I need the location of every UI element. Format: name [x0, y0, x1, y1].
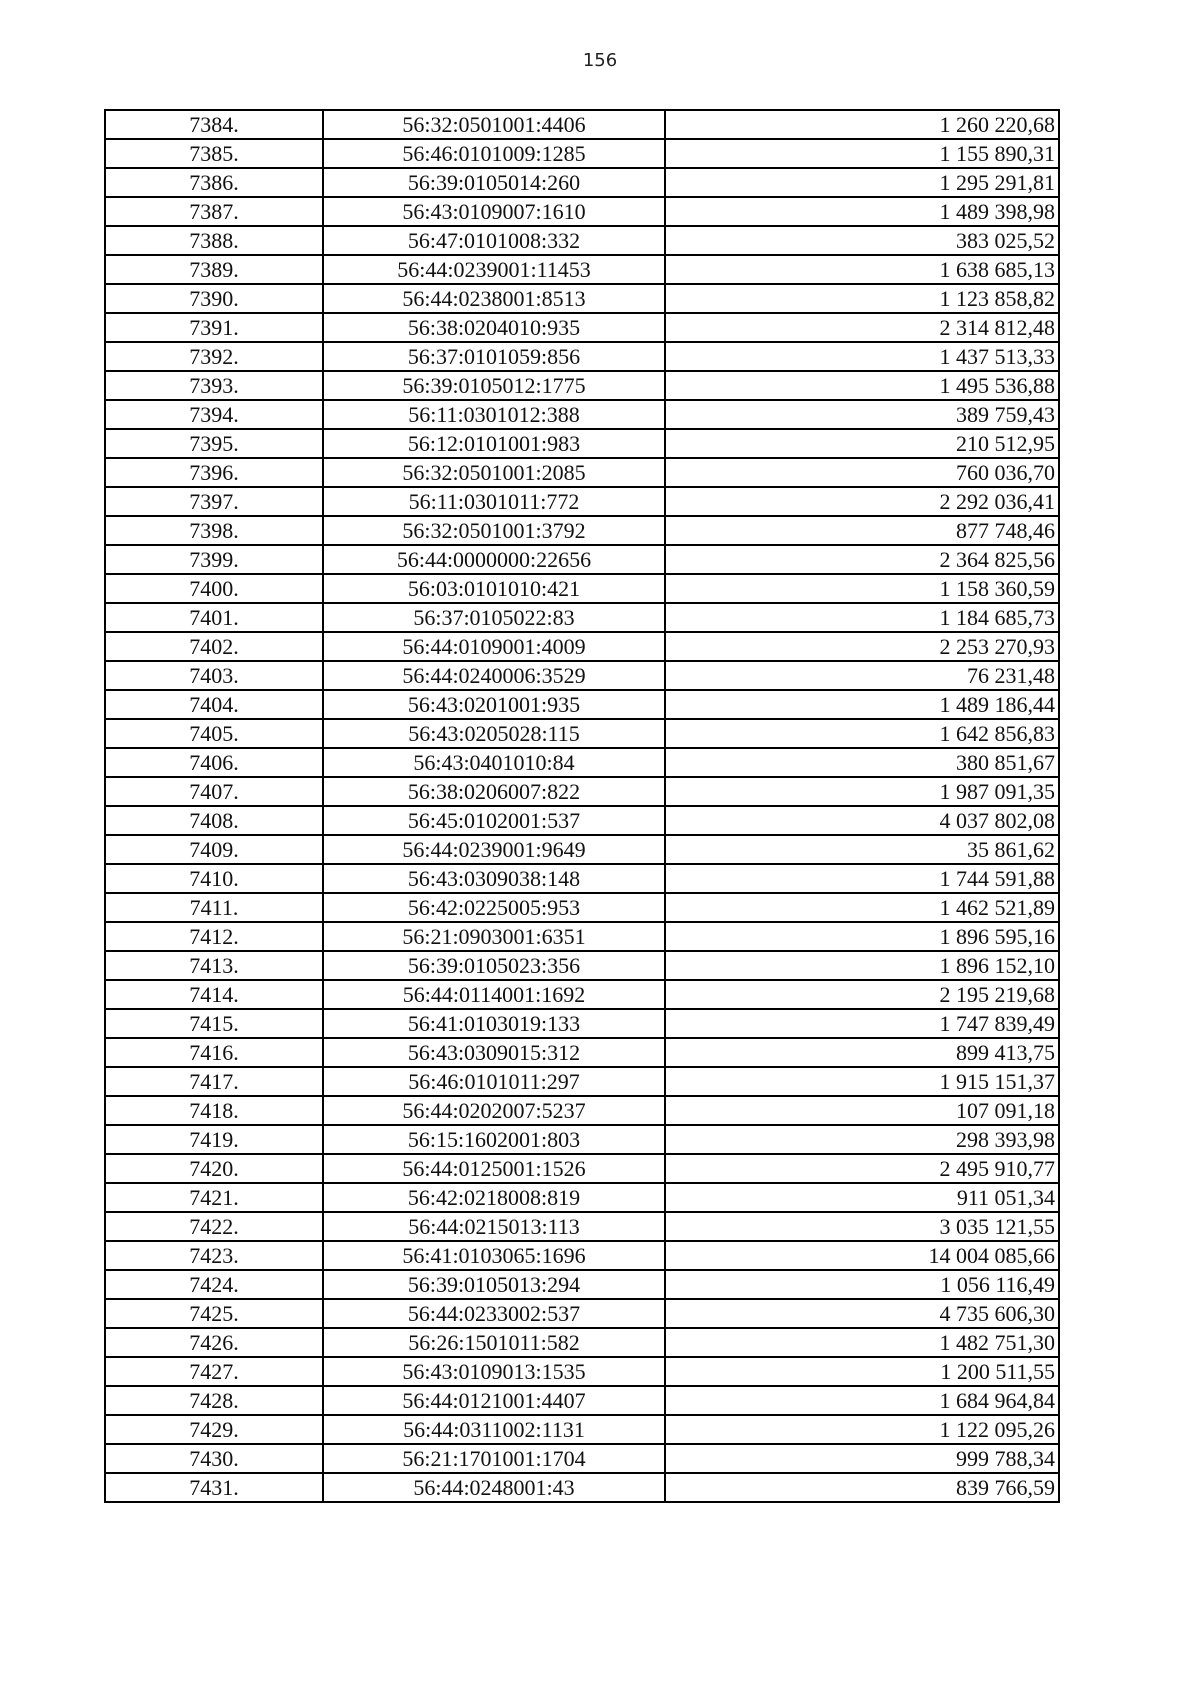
- cadastral-number-cell: 56:21:1701001:1704: [323, 1444, 665, 1473]
- cadastral-value-cell: 1 056 116,49: [665, 1270, 1059, 1299]
- cadastral-value-cell: 1 482 751,30: [665, 1328, 1059, 1357]
- cadastral-number-cell: 56:42:0225005:953: [323, 893, 665, 922]
- cadastral-number-cell: 56:44:0248001:43: [323, 1473, 665, 1502]
- cadastral-value-cell: 999 788,34: [665, 1444, 1059, 1473]
- table-row: [105, 922, 1059, 951]
- row-number-cell: 7407.: [105, 777, 323, 806]
- cadastral-value-cell: 2 195 219,68: [665, 980, 1059, 1009]
- cadastral-number-cell: 56:44:0125001:1526: [323, 1154, 665, 1183]
- cadastral-value-cell: 1 200 511,55: [665, 1357, 1059, 1386]
- cadastral-number-cell: 56:47:0101008:332: [323, 226, 665, 255]
- cadastral-value-cell: 107 091,18: [665, 1096, 1059, 1125]
- table-row: [105, 1067, 1059, 1096]
- cadastral-value-cell: 1 495 536,88: [665, 371, 1059, 400]
- cadastral-value-cell: 1 260 220,68: [665, 110, 1059, 139]
- table-row: [105, 806, 1059, 835]
- cadastral-value-cell: 760 036,70: [665, 458, 1059, 487]
- table-row: [105, 632, 1059, 661]
- table-row: [105, 574, 1059, 603]
- cadastral-number-cell: 56:44:0233002:537: [323, 1299, 665, 1328]
- row-number-cell: 7423.: [105, 1241, 323, 1270]
- cadastral-value-cell: 35 861,62: [665, 835, 1059, 864]
- cadastral-value-cell: 4 037 802,08: [665, 806, 1059, 835]
- table-row: [105, 1241, 1059, 1270]
- row-number-cell: 7392.: [105, 342, 323, 371]
- table-row: [105, 342, 1059, 371]
- table-row: [105, 1357, 1059, 1386]
- row-number-cell: 7391.: [105, 313, 323, 342]
- row-number-cell: 7385.: [105, 139, 323, 168]
- table-row: [105, 458, 1059, 487]
- cadastral-value-cell: 1 747 839,49: [665, 1009, 1059, 1038]
- row-number-cell: 7413.: [105, 951, 323, 980]
- cadastral-value-cell: 4 735 606,30: [665, 1299, 1059, 1328]
- row-number-cell: 7388.: [105, 226, 323, 255]
- row-number-cell: 7409.: [105, 835, 323, 864]
- cadastral-number-cell: 56:32:0501001:3792: [323, 516, 665, 545]
- cadastral-number-cell: 56:44:0109001:4009: [323, 632, 665, 661]
- row-number-cell: 7414.: [105, 980, 323, 1009]
- table-row: [105, 1328, 1059, 1357]
- cadastral-value-cell: 210 512,95: [665, 429, 1059, 458]
- cadastral-value-cell: 839 766,59: [665, 1473, 1059, 1502]
- cadastral-number-cell: 56:43:0309015:312: [323, 1038, 665, 1067]
- cadastral-value-cell: 1 896 595,16: [665, 922, 1059, 951]
- table-row: [105, 980, 1059, 1009]
- cadastral-number-cell: 56:44:0238001:8513: [323, 284, 665, 313]
- table-row: [105, 1154, 1059, 1183]
- cadastral-value-cell: 1 462 521,89: [665, 893, 1059, 922]
- row-number-cell: 7421.: [105, 1183, 323, 1212]
- row-number-cell: 7430.: [105, 1444, 323, 1473]
- cadastral-number-cell: 56:38:0204010:935: [323, 313, 665, 342]
- cadastral-number-cell: 56:41:0103019:133: [323, 1009, 665, 1038]
- row-number-cell: 7389.: [105, 255, 323, 284]
- cadastral-value-cell: 911 051,34: [665, 1183, 1059, 1212]
- table-row: [105, 371, 1059, 400]
- table-row: [105, 835, 1059, 864]
- row-number-cell: 7393.: [105, 371, 323, 400]
- cadastral-value-cell: 380 851,67: [665, 748, 1059, 777]
- row-number-cell: 7416.: [105, 1038, 323, 1067]
- table-row: [105, 226, 1059, 255]
- cadastral-value-cell: 1 155 890,31: [665, 139, 1059, 168]
- row-number-cell: 7426.: [105, 1328, 323, 1357]
- cadastral-value-cell: 1 987 091,35: [665, 777, 1059, 806]
- table-row: [105, 719, 1059, 748]
- row-number-cell: 7401.: [105, 603, 323, 632]
- cadastral-number-cell: 56:39:0105012:1775: [323, 371, 665, 400]
- cadastral-value-cell: 389 759,43: [665, 400, 1059, 429]
- cadastral-number-cell: 56:12:0101001:983: [323, 429, 665, 458]
- cadastral-number-cell: 56:11:0301012:388: [323, 400, 665, 429]
- row-number-cell: 7403.: [105, 661, 323, 690]
- table-row: [105, 516, 1059, 545]
- cadastral-number-cell: 56:39:0105014:260: [323, 168, 665, 197]
- row-number-cell: 7395.: [105, 429, 323, 458]
- cadastral-number-cell: 56:41:0103065:1696: [323, 1241, 665, 1270]
- cadastral-number-cell: 56:43:0205028:115: [323, 719, 665, 748]
- table-row: [105, 777, 1059, 806]
- table-row: [105, 284, 1059, 313]
- table-row: [105, 139, 1059, 168]
- cadastral-value-cell: 1 744 591,88: [665, 864, 1059, 893]
- cadastral-number-cell: 56:44:0114001:1692: [323, 980, 665, 1009]
- table-row: [105, 1183, 1059, 1212]
- row-number-cell: 7402.: [105, 632, 323, 661]
- row-number-cell: 7417.: [105, 1067, 323, 1096]
- cadastral-number-cell: 56:43:0401010:84: [323, 748, 665, 777]
- cadastral-number-cell: 56:44:0240006:3529: [323, 661, 665, 690]
- cadastral-value-cell: 1 896 152,10: [665, 951, 1059, 980]
- cadastral-value-cell: 1 642 856,83: [665, 719, 1059, 748]
- row-number-cell: 7418.: [105, 1096, 323, 1125]
- cadastral-value-cell: 1 915 151,37: [665, 1067, 1059, 1096]
- table-row: [105, 893, 1059, 922]
- cadastral-number-cell: 56:43:0109013:1535: [323, 1357, 665, 1386]
- table-row: [105, 661, 1059, 690]
- row-number-cell: 7419.: [105, 1125, 323, 1154]
- cadastral-number-cell: 56:32:0501001:4406: [323, 110, 665, 139]
- row-number-cell: 7429.: [105, 1415, 323, 1444]
- cadastral-value-cell: 298 393,98: [665, 1125, 1059, 1154]
- table-row: [105, 864, 1059, 893]
- cadastral-number-cell: 56:43:0309038:148: [323, 864, 665, 893]
- table-row: [105, 748, 1059, 777]
- row-number-cell: 7422.: [105, 1212, 323, 1241]
- cadastral-value-cell: 1 437 513,33: [665, 342, 1059, 371]
- table-row: [105, 1386, 1059, 1415]
- cadastral-value-cell: 1 123 858,82: [665, 284, 1059, 313]
- cadastral-value-cell: 14 004 085,66: [665, 1241, 1059, 1270]
- cadastral-number-cell: 56:39:0105013:294: [323, 1270, 665, 1299]
- page-number: 156: [582, 50, 618, 71]
- table-row: [105, 1415, 1059, 1444]
- cadastral-number-cell: 56:42:0218008:819: [323, 1183, 665, 1212]
- cadastral-number-cell: 56:44:0121001:4407: [323, 1386, 665, 1415]
- table-row: [105, 110, 1059, 139]
- table-body: [105, 110, 1059, 1502]
- cadastral-number-cell: 56:44:0239001:11453: [323, 255, 665, 284]
- cadastral-number-cell: 56:15:1602001:803: [323, 1125, 665, 1154]
- cadastral-value-cell: 1 295 291,81: [665, 168, 1059, 197]
- cadastral-value-cell: 2 314 812,48: [665, 313, 1059, 342]
- table-row: [105, 1473, 1059, 1502]
- row-number-cell: 7415.: [105, 1009, 323, 1038]
- row-number-cell: 7386.: [105, 168, 323, 197]
- cadastral-value-cell: 877 748,46: [665, 516, 1059, 545]
- cadastral-value-cell: 899 413,75: [665, 1038, 1059, 1067]
- table-row: [105, 545, 1059, 574]
- cadastral-number-cell: 56:44:0000000:22656: [323, 545, 665, 574]
- row-number-cell: 7410.: [105, 864, 323, 893]
- row-number-cell: 7411.: [105, 893, 323, 922]
- cadastral-value-cell: 2 253 270,93: [665, 632, 1059, 661]
- cadastral-number-cell: 56:21:0903001:6351: [323, 922, 665, 951]
- cadastral-value-cell: 76 231,48: [665, 661, 1059, 690]
- row-number-cell: 7420.: [105, 1154, 323, 1183]
- table-row: [105, 197, 1059, 226]
- cadastral-value-cell: 1 122 095,26: [665, 1415, 1059, 1444]
- table-row: [105, 168, 1059, 197]
- row-number-cell: 7412.: [105, 922, 323, 951]
- cadastral-number-cell: 56:44:0202007:5237: [323, 1096, 665, 1125]
- cadastral-number-cell: 56:46:0101011:297: [323, 1067, 665, 1096]
- row-number-cell: 7394.: [105, 400, 323, 429]
- cadastral-number-cell: 56:26:1501011:582: [323, 1328, 665, 1357]
- cadastral-number-cell: 56:03:0101010:421: [323, 574, 665, 603]
- cadastral-number-cell: 56:37:0105022:83: [323, 603, 665, 632]
- cadastral-number-cell: 56:43:0109007:1610: [323, 197, 665, 226]
- cadastral-number-cell: 56:44:0215013:113: [323, 1212, 665, 1241]
- cadastral-number-cell: 56:39:0105023:356: [323, 951, 665, 980]
- table-row: [105, 603, 1059, 632]
- row-number-cell: 7387.: [105, 197, 323, 226]
- table-row: [105, 1212, 1059, 1241]
- cadastral-number-cell: 56:32:0501001:2085: [323, 458, 665, 487]
- table-row: [105, 1125, 1059, 1154]
- cadastral-value-cell: 3 035 121,55: [665, 1212, 1059, 1241]
- table-row: [105, 487, 1059, 516]
- row-number-cell: 7398.: [105, 516, 323, 545]
- row-number-cell: 7428.: [105, 1386, 323, 1415]
- table-row: [105, 313, 1059, 342]
- cadastral-number-cell: 56:38:0206007:822: [323, 777, 665, 806]
- row-number-cell: 7390.: [105, 284, 323, 313]
- row-number-cell: 7427.: [105, 1357, 323, 1386]
- cadastral-value-cell: 1 489 398,98: [665, 197, 1059, 226]
- cadastral-number-cell: 56:44:0311002:1131: [323, 1415, 665, 1444]
- table-row: [105, 951, 1059, 980]
- row-number-cell: 7425.: [105, 1299, 323, 1328]
- cadastral-value-cell: 1 684 964,84: [665, 1386, 1059, 1415]
- table-row: [105, 1299, 1059, 1328]
- row-number-cell: 7406.: [105, 748, 323, 777]
- table-row: [105, 1270, 1059, 1299]
- cadastral-number-cell: 56:43:0201001:935: [323, 690, 665, 719]
- cadastral-number-cell: 56:11:0301011:772: [323, 487, 665, 516]
- cadastral-value-cell: 1 638 685,13: [665, 255, 1059, 284]
- cadastral-number-cell: 56:44:0239001:9649: [323, 835, 665, 864]
- cadastral-value-cell: 1 489 186,44: [665, 690, 1059, 719]
- row-number-cell: 7384.: [105, 110, 323, 139]
- table-row: [105, 1096, 1059, 1125]
- row-number-cell: 7408.: [105, 806, 323, 835]
- table-row: [105, 400, 1059, 429]
- table-row: [105, 1038, 1059, 1067]
- table-row: [105, 255, 1059, 284]
- table-row: [105, 429, 1059, 458]
- row-number-cell: 7399.: [105, 545, 323, 574]
- cadastral-value-cell: 1 158 360,59: [665, 574, 1059, 603]
- cadastral-value-cell: 383 025,52: [665, 226, 1059, 255]
- cadastral-value-table: [104, 109, 1060, 1503]
- row-number-cell: 7397.: [105, 487, 323, 516]
- cadastral-value-cell: 2 364 825,56: [665, 545, 1059, 574]
- row-number-cell: 7431.: [105, 1473, 323, 1502]
- table-row: [105, 1009, 1059, 1038]
- row-number-cell: 7396.: [105, 458, 323, 487]
- cadastral-number-cell: 56:46:0101009:1285: [323, 139, 665, 168]
- table-row: [105, 1444, 1059, 1473]
- cadastral-value-cell: 2 495 910,77: [665, 1154, 1059, 1183]
- row-number-cell: 7424.: [105, 1270, 323, 1299]
- cadastral-number-cell: 56:37:0101059:856: [323, 342, 665, 371]
- row-number-cell: 7404.: [105, 690, 323, 719]
- cadastral-number-cell: 56:45:0102001:537: [323, 806, 665, 835]
- table-row: [105, 690, 1059, 719]
- cadastral-value-cell: 1 184 685,73: [665, 603, 1059, 632]
- row-number-cell: 7405.: [105, 719, 323, 748]
- cadastral-value-cell: 2 292 036,41: [665, 487, 1059, 516]
- row-number-cell: 7400.: [105, 574, 323, 603]
